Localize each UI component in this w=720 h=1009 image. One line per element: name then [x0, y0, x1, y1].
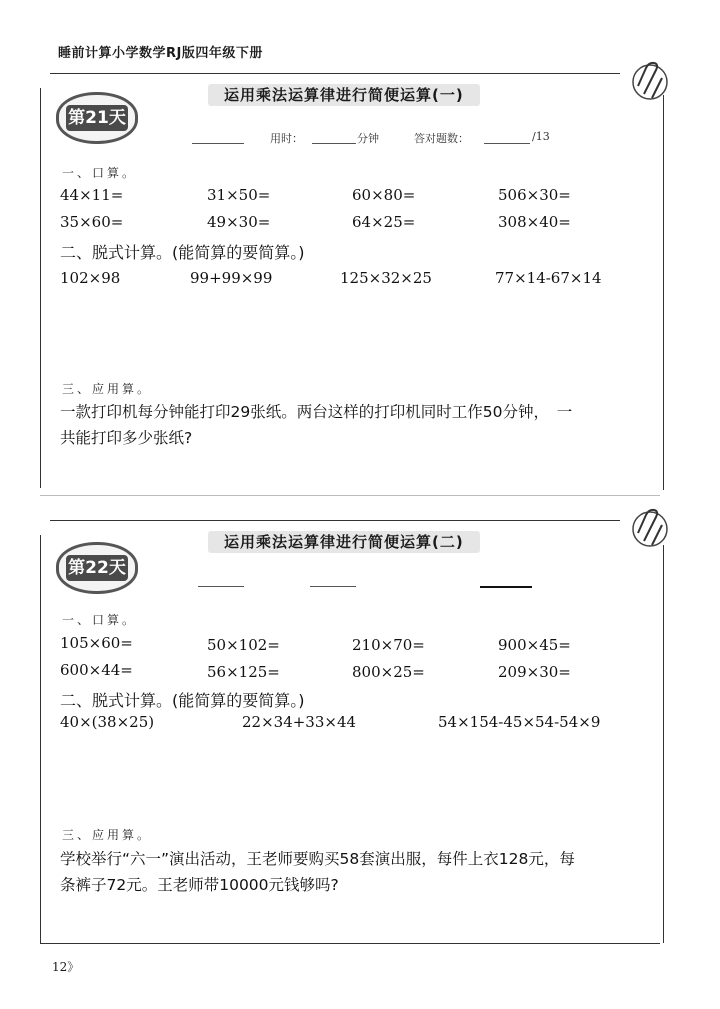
- oral-problem: 56×125=: [207, 663, 280, 681]
- oral-problem: 105×60=: [60, 634, 133, 652]
- time-blank: [312, 143, 356, 144]
- stepwise-problem: 22×34+33×44: [242, 713, 357, 731]
- card-bottom-border: [40, 943, 660, 944]
- stepwise-problem: 54×154-45×54-54×9: [438, 713, 601, 731]
- card-top-border: [50, 520, 620, 521]
- book-title: 睡前计算小学数学RJ版四年级下册: [58, 46, 263, 61]
- oral-problem: 35×60=: [60, 213, 124, 231]
- section-application: 三、应用算。: [62, 828, 153, 842]
- score-label: 答对题数：: [414, 132, 469, 145]
- section-oral: 一、口算。: [62, 613, 138, 627]
- card-left-border: [40, 88, 41, 488]
- paperclip-icon: [630, 505, 670, 553]
- oral-problem: 900×45=: [498, 636, 571, 654]
- oral-problem: 44×11=: [60, 186, 124, 204]
- lesson-title: 运用乘法运算律进行简便运算(一): [208, 84, 480, 106]
- stepwise-problem: 125×32×25: [340, 269, 432, 287]
- date-blank: [198, 586, 244, 587]
- section-application: 三、应用算。: [62, 382, 153, 396]
- card-bottom-border: [40, 495, 660, 496]
- score-blank: [480, 586, 532, 588]
- section-stepwise: 二、脱式计算。(能简算的要简算。): [60, 243, 305, 262]
- section-oral: 一、口算。: [62, 166, 138, 180]
- time-unit: 分钟: [357, 132, 379, 145]
- time-blank: [310, 586, 356, 587]
- day-badge: 第22天: [56, 542, 138, 594]
- day-badge: 第21天: [56, 92, 138, 144]
- word-problem-line: 学校举行“六一”演出活动，王老师要购买58套演出服，每件上衣128元，每: [60, 850, 575, 868]
- oral-problem: 31×50=: [207, 186, 271, 204]
- word-problem-line: 条裤子72元。王老师带10000元钱够吗?: [60, 876, 339, 894]
- oral-problem: 60×80=: [352, 186, 416, 204]
- page-number: 12》: [52, 960, 80, 974]
- card-left-border: [40, 535, 41, 943]
- score-total: /13: [532, 130, 550, 143]
- stepwise-problem: 102×98: [60, 269, 121, 287]
- card-right-border: [663, 545, 664, 943]
- oral-problem: 50×102=: [207, 636, 280, 654]
- stepwise-problem: 77×14-67×14: [495, 269, 602, 287]
- oral-problem: 800×25=: [352, 663, 425, 681]
- oral-problem: 49×30=: [207, 213, 271, 231]
- card-right-border: [663, 95, 664, 490]
- stepwise-problem: 40×(38×25): [60, 713, 155, 731]
- section-stepwise: 二、脱式计算。(能简算的要简算。): [60, 691, 305, 710]
- word-problem-line: 一款打印机每分钟能打印29张纸。两台这样的打印机同时工作50分钟， 一: [60, 403, 573, 421]
- time-label: 用时：: [270, 132, 303, 145]
- lesson-title: 运用乘法运算律进行简便运算(二): [208, 531, 480, 553]
- card-top-border: [50, 73, 620, 74]
- oral-problem: 600×44=: [60, 661, 133, 679]
- word-problem-line: 共能打印多少张纸?: [60, 429, 193, 447]
- oral-problem: 308×40=: [498, 213, 571, 231]
- oral-problem: 210×70=: [352, 636, 425, 654]
- date-blank: [192, 143, 244, 144]
- paperclip-icon: [630, 58, 670, 106]
- stepwise-problem: 99+99×99: [190, 269, 273, 287]
- oral-problem: 209×30=: [498, 663, 571, 681]
- score-blank: [484, 143, 530, 144]
- oral-problem: 506×30=: [498, 186, 571, 204]
- oral-problem: 64×25=: [352, 213, 416, 231]
